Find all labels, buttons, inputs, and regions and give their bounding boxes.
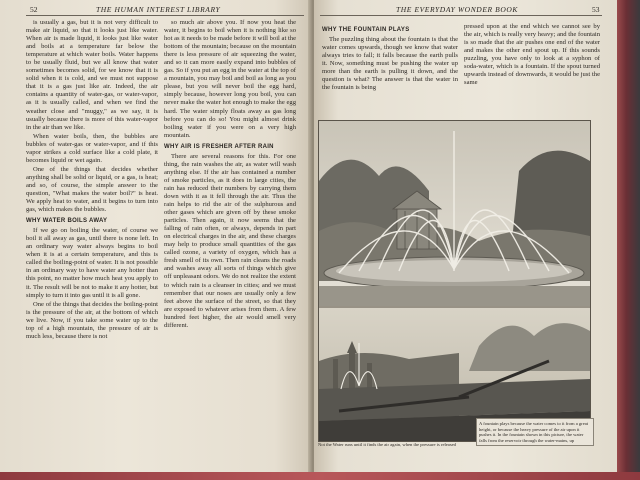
paragraph: so much air above you. If now you heat the water, it begins to boil when it is nothing like so hot as it needs to be made before it will boil at the bottom of the mountain; because on the mountain there is less pressure of air squeezing the water, and so it can more easily expand into bubbles of gas. So if you put an egg in the water at the top of a mountain, you may boil and boil as long as you please, but you will never boil the egg hard, simply because, however long you boil, you can never make the water hot enough to make the egg hard. The water simply floats away as gas long before you can do so! You might almost drink boiling water if you were on a very high mountain. xyxy=(164,19,296,139)
book-cover-bottom xyxy=(0,472,640,480)
left-page-number: 52 xyxy=(30,5,38,14)
paragraph: is usually a gas, but it is not very difficult to make air liquid, so that it looks just like water. When air is made liquid, it looks just like water and boils at a temperature far below the temperature at which water boils. Water happens to be usually fluid, but we all know that water sometimes becomes solid, for we know that it is solid when it is cold, and we must not suppose that it is a gas just like air. Indeed, the air contains a quantity of water-gas, or water-vapor, as it is usually called, and when we find the weather close and "muggy," as we say, it is usually because there is more of this water-vapor in the air than we like. xyxy=(26,19,158,131)
right-page-number: 53 xyxy=(592,5,600,14)
fountain-illustration xyxy=(318,120,591,442)
paragraph: One of the things that decides whether anything shall be solid or liquid, or a gas, is heat; and so, of course, the simple answer to the question, "What makes the water boil?" is heat. We apply heat to water, and it begins to turn into gas, which makes the bubbles. xyxy=(26,165,158,214)
right-column-1 xyxy=(322,23,458,93)
figure-caption-right: A fountain plays because the water comes to it from a great height, or because the heavy pressure of the air upon it pushes it. In the fountain shown in this picture, the water falls from the reservoir through the water-mains, up xyxy=(476,418,594,446)
section-heading: WHY WATER BOILS AWAY xyxy=(26,218,108,225)
right-column-2 xyxy=(464,23,600,88)
left-column-2 xyxy=(164,19,296,331)
section-heading: WHY AIR IS FRESHER AFTER RAIN xyxy=(164,143,274,150)
paragraph: One of the things that decides the boiling-point is the pressure of the air, at the bottom of which we live. Now, if you take some water up to the top of a high mountain, the pressure of air is much less, because there is not xyxy=(26,300,158,340)
book-cover-edge xyxy=(617,0,640,480)
right-running-head: THE EVERYDAY WONDER BOOK xyxy=(396,5,518,14)
paragraph: When water boils, then, the bubbles are bubbles of water-gas or water-vapor, and if this vapor strikes a cold surface like a cold plate, it becomes liquid or wet again. xyxy=(26,132,158,164)
left-page xyxy=(0,0,312,472)
paragraph: The puzzling thing about the fountain is that the water comes upwards, though we know that water always tries to fall; it falls because the earth pulls it. Now, something must be pushing the water up more than the earth is pulling it down, and the question is what? The answer is that the water in the fountain is being xyxy=(322,36,458,92)
right-head-rule xyxy=(320,15,602,16)
left-column-1 xyxy=(26,19,158,342)
section-heading: WHY THE FOUNTAIN PLAYS xyxy=(322,27,410,33)
paragraph: If we go on boiling the water, of course we boil it all away as gas, until there is none left. In an ordinary way water always begins to boil when it is at a certain temperature, and this is called the boiling-point of water. It is not possible in an ordinary way to have water any hotter than this point, no matter how much heat you apply to it. The result will be not to make it any hotter, but simply to turn it into gas until it is all gone. xyxy=(26,227,158,299)
paragraph: pressed upon at the end which we cannot see by the air, which is really very heavy; and the fountain is so made that the air pushes one end of the water and makes the other end spout up. If this sounds puzzling, you have only to look at a syphon of soda-water, which is a fountain. If the spout turned upwards instead of downwards, it would be just the same xyxy=(464,23,600,87)
left-head-rule xyxy=(26,15,304,16)
fountain-picture xyxy=(319,121,590,441)
left-running-head: THE HUMAN INTEREST LIBRARY xyxy=(96,5,221,14)
figure-caption-left: Not the Water runs until it finds the air again, when the pressure is released xyxy=(318,442,456,447)
paragraph: There are several reasons for this. For one thing, the rain washes the air, as water will wash anything else. If the air has contained a number of smoke particles, as it does in large cities, the rain has reduced their numbers by carrying them down with it as it fell through the air. Thus the rain helps to rid the air of the sulphurous and other gases which are given off by these smoke particles. Then again, it now seems that the falling of rain often, or always, depends in part on electrical charges in the air, and these charges may help to produce small quantities of the gas called ozone, a variety of oxygen, which has a fresh smell of its own. Then rain cleans the roads and washes away all sorts of things which give off unpleasant odors. We do not realize the extent to which rain is a cleanser in cities; and we must remember that our noses are usually only a few feet above the surface of the street, so that they are exposed to whatever arises from them. A few hundred feet higher, the air would smell very different. xyxy=(164,152,296,329)
